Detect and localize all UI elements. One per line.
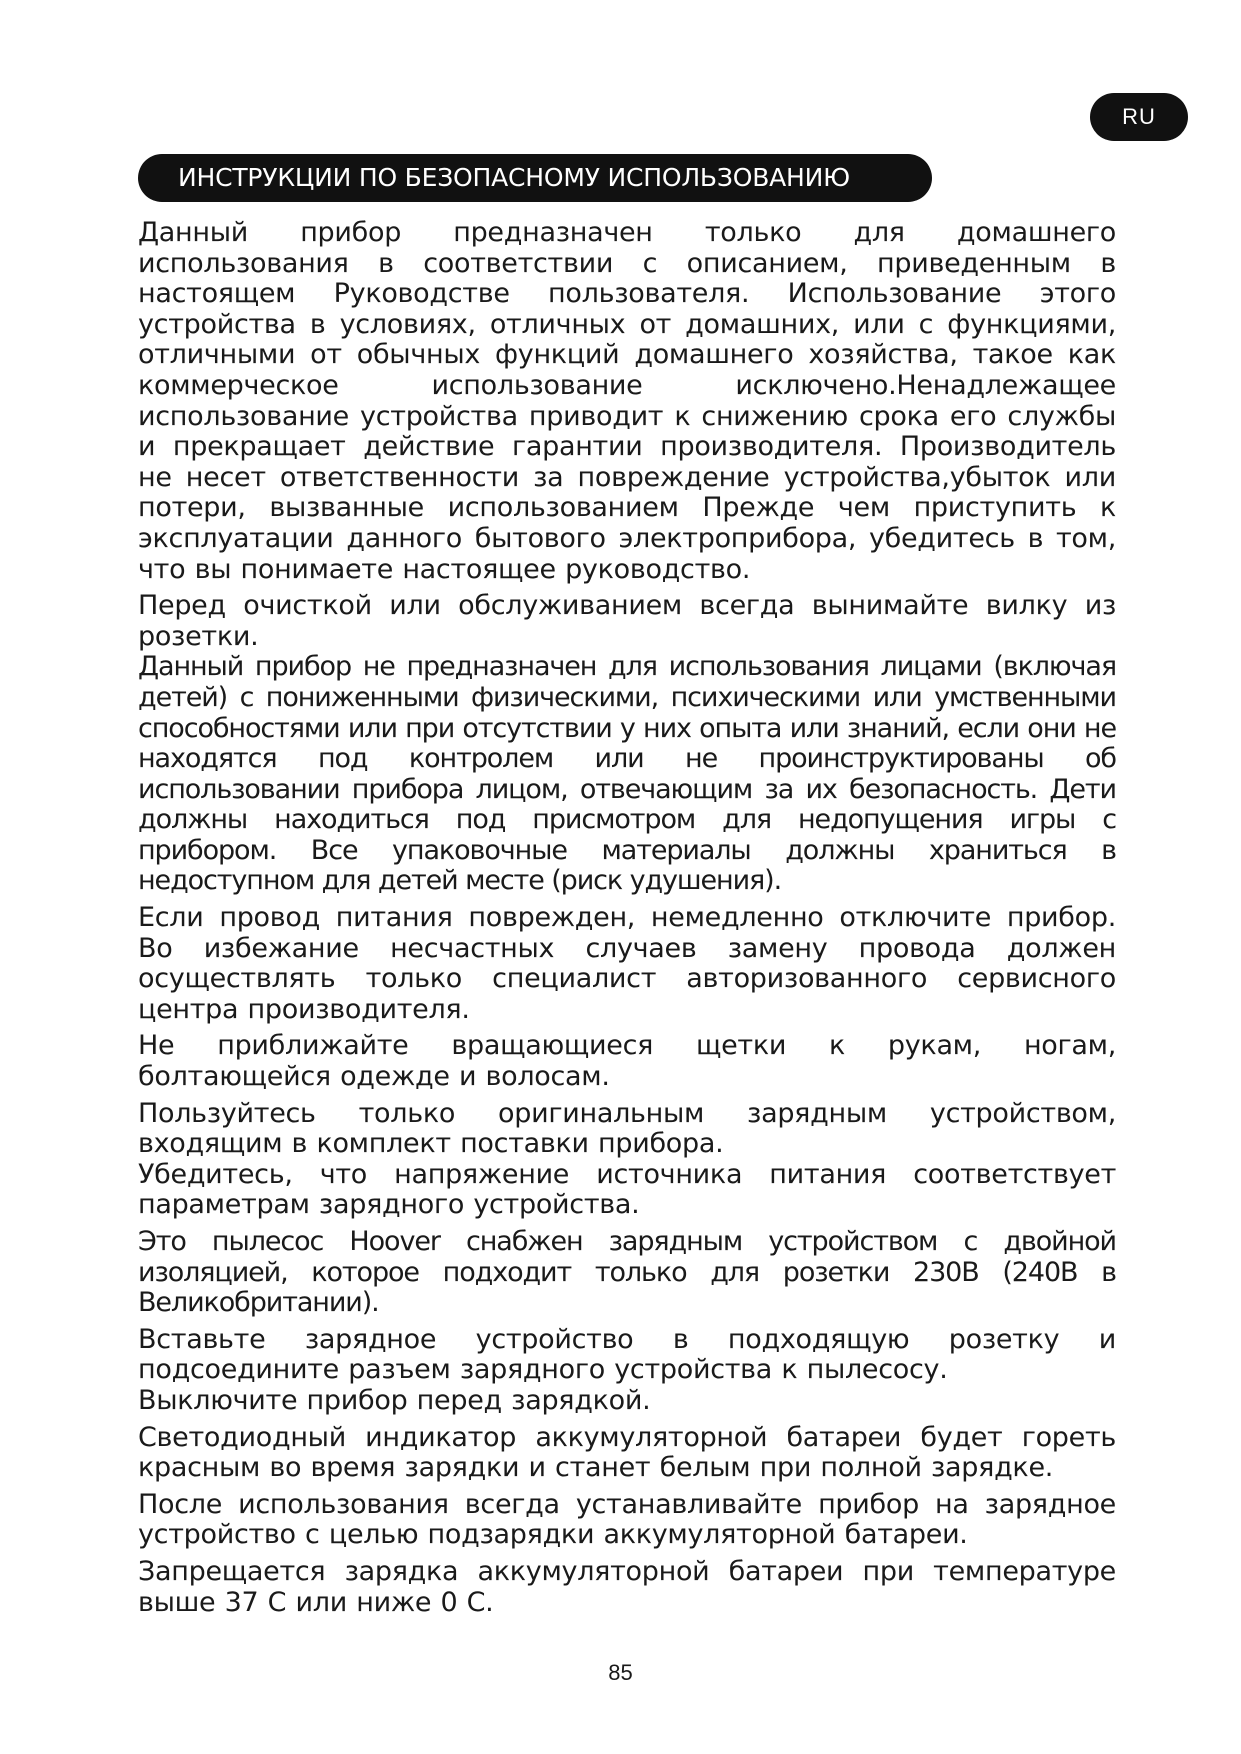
paragraph-charging-temperature: Запрещается зарядка аккумуляторной батареи при температуре выше 37 С или ниже 0 С.	[138, 1555, 1116, 1618]
paragraph-damaged-cord: Если провод питания поврежден, немедленно отключите прибор. Во избежание несчастных случаев замену провода должен осуществлять только специалист авторизованного сервисного центра производителя.	[138, 902, 1116, 1025]
paragraph-unplug-before-cleaning: Перед очисткой или обслуживанием всегда вынимайте вилку из розетки.	[138, 590, 1116, 652]
language-badge: RU	[1090, 93, 1188, 141]
paragraph-persons-and-children: Данный прибор не предназначен для использования лицами (включая детей) с пониженными физическими, психическими или умственными способностями или при отсутствии у них опыта или знаний, если они не находятся под контролем или не проинструктированы об использовании прибора лицом, отвечающим за их безопасность. Дети должны находиться под присмотром для недопущения игры с прибором. Все упаковочные материалы должны храниться в недоступном для детей месте (риск удушения).	[138, 651, 1116, 897]
page-number: 85	[608, 1660, 633, 1685]
paragraph-led-indicator: Светодиодный индикатор аккумуляторной батареи будет гореть красным во время зарядки и станет белым при полной зарядке.	[138, 1421, 1116, 1484]
paragraph-original-charger: Пользуйтесь только оригинальным зарядным устройством, входящим в комплект поставки прибора.	[138, 1097, 1116, 1160]
paragraph-switch-off-before-charging: Выключите прибор перед зарядкой.	[138, 1384, 651, 1416]
paragraph-intended-use: Данный прибор предназначен только для домашнего использования в соответствии с описанием, приведенным в настоящем Руководстве пользователя. Использование этого устройства в условиях, отличных от домашних, или с функциями, отличными от обычных функций домашнего хозяйства, такое как коммерческое использование исключено.Ненадлежащее использование устройства приводит к снижению срока его службы и прекращает действие гарантии производителя. Производитель не несет ответственности за повреждение устройства,убыток или потери, вызванные использованием Прежде чем приступить к эксплуатации данного бытового электроприбора, убедитесь в том, что вы понимаете настоящее руководство.	[138, 217, 1116, 585]
paragraph-rotating-brushes: Не приближайте вращающиеся щетки к рукам, ногам, болтающейся одежде и волосам.	[138, 1030, 1116, 1093]
paragraph-double-insulation: Это пылесос Hoover снабжен зарядным устройством с двойной изоляцией, которое подходит только для розетки 230В (240В в Великобритании).	[138, 1226, 1116, 1319]
paragraph-place-on-charger: После использования всегда устанавливайте прибор на зарядное устройство с целью подзарядки аккумуляторной батареи.	[138, 1488, 1116, 1551]
instructions-body	[138, 218, 1116, 1624]
paragraph-connect-charger: Вставьте зарядное устройство в подходящую розетку и подсоедините разъем зарядного устройства к пылесосу.	[138, 1323, 1116, 1386]
paragraph-voltage-check: Убедитесь, что напряжение источника питания соответствует параметрам зарядного устройства.	[138, 1158, 1116, 1221]
section-title: ИНСТРУКЦИИ ПО БЕЗОПАСНОМУ ИСПОЛЬЗОВАНИЮ	[138, 154, 932, 202]
